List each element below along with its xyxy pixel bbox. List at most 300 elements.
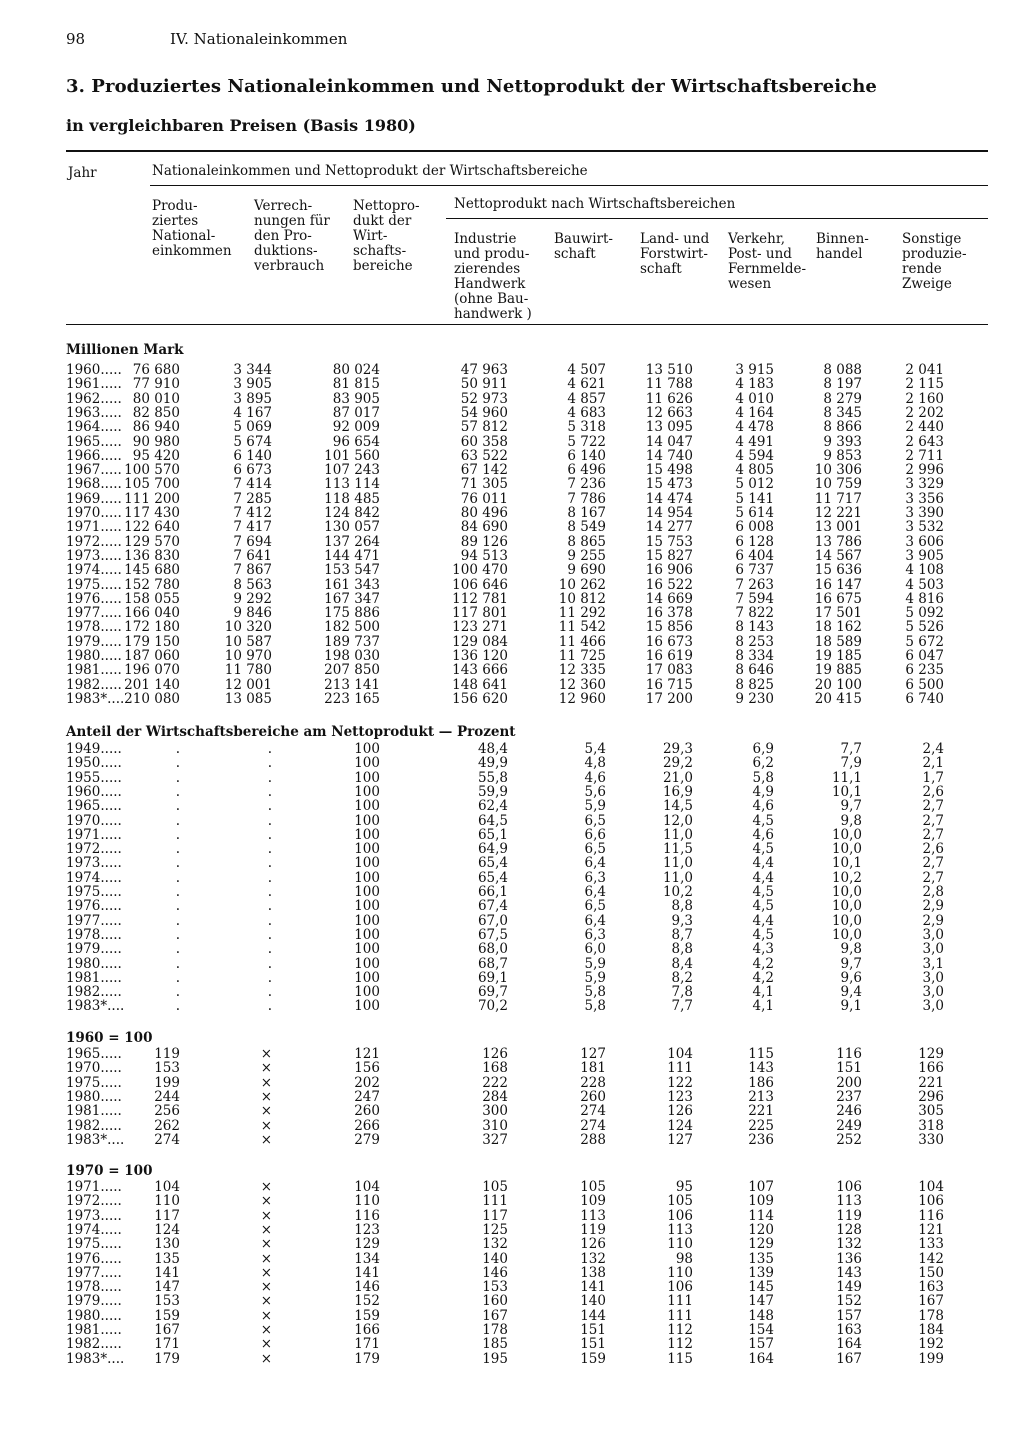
cell-bauwirtschaft: 6,6: [584, 826, 606, 843]
cell-verrechnungen: ×: [260, 1279, 272, 1296]
cell-nettoprodukt: 179: [354, 1350, 380, 1367]
cell-industrie: 89 126: [460, 533, 508, 550]
cell-bauwirtschaft: 5 318: [567, 419, 606, 436]
cell-bauwirtschaft: 12 335: [558, 662, 606, 679]
table-row: [0, 885, 1024, 899]
cell-nettoprodukt: 159: [354, 1307, 380, 1324]
cell-land-forstwirtschaft: 112: [667, 1322, 693, 1338]
table-row: [0, 928, 1024, 942]
table-row: [0, 1194, 1024, 1208]
cell-verrechnungen: .: [267, 941, 272, 958]
cell-produziertes-nationaleinkommen: 117: [154, 1207, 180, 1224]
cell-land-forstwirtschaft: 8,4: [671, 955, 693, 972]
cell-binnenhandel: 200: [836, 1074, 862, 1091]
table-row: [0, 771, 1024, 785]
cell-land-forstwirtschaft: 15 498: [645, 462, 693, 479]
cell-produziertes-nationaleinkommen: .: [175, 926, 180, 943]
cell-year: 1982.....: [66, 1336, 122, 1353]
cell-land-forstwirtschaft: 21,0: [662, 769, 693, 786]
table-row: [0, 1104, 1024, 1118]
cell-produziertes-nationaleinkommen: .: [175, 969, 180, 986]
cell-year: 1967.....: [66, 462, 122, 479]
cell-verkehr: 154: [748, 1322, 774, 1338]
cell-sonstige: 121: [918, 1221, 944, 1238]
cell-verkehr: 236: [748, 1131, 774, 1148]
cell-bauwirtschaft: 4 857: [567, 390, 606, 407]
cell-year: 1964.....: [66, 419, 122, 436]
cell-bauwirtschaft: 105: [580, 1179, 606, 1195]
cell-verkehr: 4,3: [752, 941, 774, 958]
cell-produziertes-nationaleinkommen: 141: [154, 1264, 180, 1281]
cell-sonstige: 167: [918, 1293, 944, 1310]
cell-land-forstwirtschaft: 115: [667, 1350, 693, 1367]
cell-industrie: 167: [482, 1307, 508, 1324]
cell-nettoprodukt: 96 654: [332, 433, 380, 450]
cell-produziertes-nationaleinkommen: 130: [154, 1236, 180, 1253]
cell-nettoprodukt: 100: [354, 812, 380, 829]
cell-binnenhandel: 9 393: [823, 433, 862, 450]
cell-year: 1980.....: [66, 1088, 122, 1105]
table-row: [0, 999, 1024, 1013]
cell-verkehr: 6 008: [735, 519, 774, 536]
cell-land-forstwirtschaft: 111: [667, 1060, 693, 1077]
cell-sonstige: 184: [918, 1322, 944, 1338]
cell-bauwirtschaft: 140: [580, 1293, 606, 1310]
cell-verkehr: 145: [748, 1279, 774, 1296]
cell-sonstige: 2,7: [922, 869, 944, 886]
cell-verrechnungen: 10 970: [224, 648, 272, 664]
cell-sonstige: 116: [918, 1207, 944, 1224]
cell-verkehr: 8 825: [735, 676, 774, 693]
cell-binnenhandel: 10,1: [831, 783, 862, 800]
cell-binnenhandel: 152: [836, 1293, 862, 1310]
group-rule: [150, 185, 988, 186]
cell-produziertes-nationaleinkommen: 158 055: [124, 590, 180, 607]
cell-verkehr: 4,5: [752, 812, 774, 829]
cell-year: 1966.....: [66, 447, 122, 464]
cell-land-forstwirtschaft: 16,9: [662, 783, 693, 800]
cell-bauwirtschaft: 12 360: [558, 676, 606, 693]
cell-verkehr: 164: [748, 1350, 774, 1367]
cell-bauwirtschaft: 10 262: [558, 576, 606, 593]
cell-sonstige: 2 202: [905, 404, 944, 421]
cell-year: 1972.....: [66, 841, 122, 858]
table-row: [0, 506, 1024, 520]
cell-land-forstwirtschaft: 16 906: [645, 562, 693, 579]
cell-verrechnungen: .: [267, 955, 272, 972]
cell-industrie: 146: [482, 1264, 508, 1281]
cell-bauwirtschaft: 11 466: [558, 633, 606, 650]
table-row: [0, 520, 1024, 534]
cell-produziertes-nationaleinkommen: .: [175, 826, 180, 843]
header-col-industrie: Industrie und produ- zierendes Handwerk (ohne Bau- handwerk ): [454, 231, 532, 322]
table-row: [0, 828, 1024, 842]
cell-verrechnungen: ×: [260, 1336, 272, 1353]
cell-nettoprodukt: 213 141: [324, 676, 380, 693]
cell-verkehr: 4,5: [752, 926, 774, 943]
cell-bauwirtschaft: 4,6: [584, 769, 606, 786]
cell-verkehr: 4,9: [752, 783, 774, 800]
cell-binnenhandel: 19 185: [814, 648, 862, 664]
cell-industrie: 67 142: [460, 462, 508, 479]
cell-nettoprodukt: 100: [354, 926, 380, 943]
table-row: [0, 1352, 1024, 1366]
cell-verkehr: 4,5: [752, 898, 774, 915]
table-row: [0, 957, 1024, 971]
cell-year: 1981.....: [66, 969, 122, 986]
cell-bauwirtschaft: 6,5: [584, 898, 606, 915]
chapter-title: IV. Nationaleinkommen: [170, 30, 348, 48]
cell-binnenhandel: 10,0: [831, 826, 862, 843]
table-row: [0, 742, 1024, 756]
cell-industrie: 55,8: [477, 769, 508, 786]
cell-industrie: 160: [482, 1293, 508, 1310]
cell-industrie: 65,4: [477, 855, 508, 872]
cell-land-forstwirtschaft: 105: [667, 1193, 693, 1210]
cell-industrie: 52 973: [460, 390, 508, 407]
running-head: [66, 30, 347, 48]
cell-produziertes-nationaleinkommen: 210 080: [124, 690, 180, 707]
cell-nettoprodukt: 100: [354, 798, 380, 815]
header-col-verkehr: Verkehr, Post- und Fernmelde- wesen: [728, 231, 807, 292]
cell-produziertes-nationaleinkommen: .: [175, 984, 180, 1001]
table-row: [0, 420, 1024, 434]
cell-industrie: 49,9: [477, 755, 508, 772]
cell-bauwirtschaft: 138: [580, 1264, 606, 1281]
cell-binnenhandel: 10 759: [814, 476, 862, 493]
cell-sonstige: 2 643: [905, 433, 944, 450]
cell-nettoprodukt: 118 485: [324, 490, 380, 507]
cell-bauwirtschaft: 6,5: [584, 812, 606, 829]
cell-binnenhandel: 10 306: [814, 462, 862, 479]
cell-sonstige: 129: [918, 1046, 944, 1062]
cell-nettoprodukt: 100: [354, 769, 380, 786]
cell-industrie: 67,4: [477, 898, 508, 915]
cell-year: 1982.....: [66, 1117, 122, 1134]
cell-binnenhandel: 237: [836, 1088, 862, 1105]
table-row: [0, 985, 1024, 999]
cell-verrechnungen: 10 320: [224, 619, 272, 636]
cell-bauwirtschaft: 5,9: [584, 955, 606, 972]
cell-binnenhandel: 8 345: [823, 404, 862, 421]
cell-verkehr: 4,4: [752, 869, 774, 886]
cell-verkehr: 4 478: [735, 419, 774, 436]
cell-year: 1975.....: [66, 1236, 122, 1253]
cell-nettoprodukt: 113 114: [324, 476, 380, 493]
cell-industrie: 129 084: [452, 633, 508, 650]
cell-produziertes-nationaleinkommen: 90 980: [132, 433, 180, 450]
cell-nettoprodukt: 260: [354, 1103, 380, 1120]
cell-year: 1983*....: [66, 1131, 125, 1148]
cell-verrechnungen: .: [267, 998, 272, 1015]
cell-bauwirtschaft: 9 255: [567, 547, 606, 564]
header-col-bauwirtschaft: Bauwirt- schaft: [554, 231, 613, 262]
cell-land-forstwirtschaft: 15 753: [645, 533, 693, 550]
cell-year: 1955.....: [66, 769, 122, 786]
cell-industrie: 60 358: [460, 433, 508, 450]
table-row: [0, 1223, 1024, 1237]
cell-land-forstwirtschaft: 123: [667, 1088, 693, 1105]
cell-verkehr: 8 334: [735, 648, 774, 664]
cell-binnenhandel: 128: [836, 1221, 862, 1238]
cell-nettoprodukt: 80 024: [332, 362, 380, 378]
cell-sonstige: 2,9: [922, 912, 944, 929]
cell-nettoprodukt: 182 500: [324, 619, 380, 636]
table-row: [0, 799, 1024, 813]
cell-bauwirtschaft: 6,4: [584, 912, 606, 929]
cell-land-forstwirtschaft: 16 619: [645, 648, 693, 664]
cell-industrie: 47 963: [460, 362, 508, 378]
cell-produziertes-nationaleinkommen: .: [175, 841, 180, 858]
cell-produziertes-nationaleinkommen: 201 140: [124, 676, 180, 693]
cell-industrie: 156 620: [452, 690, 508, 707]
cell-industrie: 126: [482, 1046, 508, 1062]
cell-nettoprodukt: 100: [354, 955, 380, 972]
cell-year: 1978.....: [66, 619, 122, 636]
cell-binnenhandel: 163: [836, 1322, 862, 1338]
cell-nettoprodukt: 100: [354, 884, 380, 900]
table-row: [0, 678, 1024, 692]
table-row: [0, 406, 1024, 420]
cell-industrie: 148 641: [452, 676, 508, 693]
cell-year: 1975.....: [66, 884, 122, 900]
cell-land-forstwirtschaft: 29,2: [662, 755, 693, 772]
cell-verrechnungen: ×: [260, 1060, 272, 1077]
cell-industrie: 94 513: [460, 547, 508, 564]
cell-sonstige: 2 996: [905, 462, 944, 479]
cell-sonstige: 305: [918, 1103, 944, 1120]
cell-produziertes-nationaleinkommen: .: [175, 812, 180, 829]
cell-sonstige: 4 503: [905, 576, 944, 593]
cell-sonstige: 6 740: [905, 690, 944, 707]
cell-sonstige: 5 092: [905, 605, 944, 622]
cell-binnenhandel: 252: [836, 1131, 862, 1148]
cell-industrie: 284: [482, 1088, 508, 1105]
cell-industrie: 68,0: [477, 941, 508, 958]
cell-bauwirtschaft: 6,3: [584, 926, 606, 943]
cell-binnenhandel: 10,1: [831, 855, 862, 872]
cell-sonstige: 150: [918, 1264, 944, 1281]
cell-verkehr: 114: [748, 1207, 774, 1224]
cell-industrie: 54 960: [460, 404, 508, 421]
table-row: [0, 1133, 1024, 1147]
cell-industrie: 310: [482, 1117, 508, 1134]
cell-land-forstwirtschaft: 12 663: [645, 404, 693, 421]
cell-verkehr: 213: [748, 1088, 774, 1105]
cell-year: 1972.....: [66, 1193, 122, 1210]
cell-industrie: 65,4: [477, 869, 508, 886]
cell-verrechnungen: 5 674: [233, 433, 272, 450]
cell-nettoprodukt: 266: [354, 1117, 380, 1134]
table-row: [0, 756, 1024, 770]
cell-land-forstwirtschaft: 14 669: [645, 590, 693, 607]
table-row: [0, 620, 1024, 634]
cell-bauwirtschaft: 274: [580, 1103, 606, 1120]
cell-binnenhandel: 10,0: [831, 884, 862, 900]
cell-binnenhandel: 10,2: [831, 869, 862, 886]
cell-verkehr: 5 012: [735, 476, 774, 493]
cell-sonstige: 178: [918, 1307, 944, 1324]
cell-nettoprodukt: 134: [354, 1250, 380, 1267]
cell-year: 1981.....: [66, 1103, 122, 1120]
table-row: [0, 1209, 1024, 1223]
cell-sonstige: 3,0: [922, 941, 944, 958]
cell-verrechnungen: .: [267, 826, 272, 843]
cell-bauwirtschaft: 5,9: [584, 969, 606, 986]
cell-industrie: 69,1: [477, 969, 508, 986]
cell-verkehr: 9 230: [735, 690, 774, 707]
cell-land-forstwirtschaft: 11,0: [662, 826, 693, 843]
cell-nettoprodukt: 100: [354, 941, 380, 958]
cell-industrie: 106 646: [452, 576, 508, 593]
cell-sonstige: 2,6: [922, 841, 944, 858]
cell-binnenhandel: 10,0: [831, 841, 862, 858]
cell-binnenhandel: 143: [836, 1264, 862, 1281]
cell-industrie: 67,0: [477, 912, 508, 929]
table-row: [0, 549, 1024, 563]
cell-sonstige: 163: [918, 1279, 944, 1296]
cell-binnenhandel: 9,8: [840, 941, 862, 958]
cell-industrie: 105: [482, 1179, 508, 1195]
cell-year: 1974.....: [66, 1221, 122, 1238]
cell-land-forstwirtschaft: 113: [667, 1221, 693, 1238]
table-row: [0, 578, 1024, 592]
cell-bauwirtschaft: 5,8: [584, 998, 606, 1015]
cell-binnenhandel: 20 415: [814, 690, 862, 707]
cell-year: 1960.....: [66, 362, 122, 378]
table-row: [0, 1119, 1024, 1133]
cell-verrechnungen: ×: [260, 1193, 272, 1210]
cell-industrie: 70,2: [477, 998, 508, 1015]
cell-nettoprodukt: 137 264: [324, 533, 380, 550]
cell-bauwirtschaft: 7 236: [567, 476, 606, 493]
cell-verkehr: 4,6: [752, 798, 774, 815]
table-row: [0, 785, 1024, 799]
cell-binnenhandel: 113: [836, 1193, 862, 1210]
cell-industrie: 111: [482, 1193, 508, 1210]
cell-bauwirtschaft: 6,3: [584, 869, 606, 886]
cell-industrie: 71 305: [460, 476, 508, 493]
cell-verrechnungen: ×: [260, 1103, 272, 1120]
cell-industrie: 100 470: [452, 562, 508, 579]
cell-produziertes-nationaleinkommen: 117 430: [124, 505, 180, 521]
cell-bauwirtschaft: 132: [580, 1250, 606, 1267]
cell-bauwirtschaft: 5,9: [584, 798, 606, 815]
cell-bauwirtschaft: 141: [580, 1279, 606, 1296]
cell-bauwirtschaft: 5 722: [567, 433, 606, 450]
cell-year: 1965.....: [66, 798, 122, 815]
table-row: [0, 871, 1024, 885]
cell-verrechnungen: .: [267, 812, 272, 829]
cell-sonstige: 3 356: [905, 490, 944, 507]
cell-binnenhandel: 9,8: [840, 812, 862, 829]
cell-bauwirtschaft: 11 542: [558, 619, 606, 636]
cell-nettoprodukt: 100: [354, 984, 380, 1001]
cell-binnenhandel: 8 279: [823, 390, 862, 407]
cell-verrechnungen: .: [267, 926, 272, 943]
cell-industrie: 84 690: [460, 519, 508, 536]
cell-produziertes-nationaleinkommen: 135: [154, 1250, 180, 1267]
cell-verkehr: 7 263: [735, 576, 774, 593]
cell-verkehr: 4,5: [752, 841, 774, 858]
cell-nettoprodukt: 161 343: [324, 576, 380, 593]
cell-binnenhandel: 13 786: [814, 533, 862, 550]
section-label: 1970 = 100: [66, 1163, 153, 1179]
cell-land-forstwirtschaft: 16 522: [645, 576, 693, 593]
table-row: [0, 842, 1024, 856]
table-row: [0, 663, 1024, 677]
cell-land-forstwirtschaft: 15 473: [645, 476, 693, 493]
cell-binnenhandel: 20 100: [814, 676, 862, 693]
cell-verkehr: 135: [748, 1250, 774, 1267]
cell-sonstige: 3 905: [905, 547, 944, 564]
cell-bauwirtschaft: 8 865: [567, 533, 606, 550]
table-row: [0, 1252, 1024, 1266]
cell-binnenhandel: 11 717: [814, 490, 862, 507]
cell-verkehr: 4 164: [735, 404, 774, 421]
cell-land-forstwirtschaft: 7,7: [671, 998, 693, 1015]
cell-bauwirtschaft: 6,4: [584, 884, 606, 900]
cell-land-forstwirtschaft: 127: [667, 1131, 693, 1148]
cell-land-forstwirtschaft: 16 378: [645, 605, 693, 622]
cell-verkehr: 4 183: [735, 376, 774, 393]
cell-binnenhandel: 9,6: [840, 969, 862, 986]
cell-year: 1973.....: [66, 547, 122, 564]
cell-binnenhandel: 246: [836, 1103, 862, 1120]
cell-verrechnungen: .: [267, 769, 272, 786]
cell-sonstige: 2,7: [922, 855, 944, 872]
cell-bauwirtschaft: 8 549: [567, 519, 606, 536]
cell-produziertes-nationaleinkommen: .: [175, 898, 180, 915]
section-label: Anteil der Wirtschaftsbereiche am Nettoprodukt — Prozent: [66, 724, 516, 740]
table-row: [0, 1076, 1024, 1090]
cell-bauwirtschaft: 4,8: [584, 755, 606, 772]
cell-binnenhandel: 249: [836, 1117, 862, 1134]
table-row: [0, 649, 1024, 663]
cell-sonstige: 5 526: [905, 619, 944, 636]
header-col-land-forstwirtschaft: Land- und Forstwirt- schaft: [640, 231, 710, 277]
cell-year: 1976.....: [66, 898, 122, 915]
cell-sonstige: 3 606: [905, 533, 944, 550]
cell-nettoprodukt: 156: [354, 1060, 380, 1077]
cell-land-forstwirtschaft: 14 277: [645, 519, 693, 536]
table-row: [0, 435, 1024, 449]
cell-bauwirtschaft: 159: [580, 1350, 606, 1367]
cell-produziertes-nationaleinkommen: 145 680: [124, 562, 180, 579]
cell-bauwirtschaft: 274: [580, 1117, 606, 1134]
cell-verkehr: 148: [748, 1307, 774, 1324]
cell-verrechnungen: 7 417: [233, 519, 272, 536]
cell-verrechnungen: ×: [260, 1350, 272, 1367]
cell-verrechnungen: ×: [260, 1207, 272, 1224]
cell-sonstige: 2,7: [922, 812, 944, 829]
cell-year: 1981.....: [66, 1322, 122, 1338]
cell-verkehr: 186: [748, 1074, 774, 1091]
cell-nettoprodukt: 279: [354, 1131, 380, 1148]
cell-land-forstwirtschaft: 98: [675, 1250, 693, 1267]
cell-nettoprodukt: 130 057: [324, 519, 380, 536]
cell-sonstige: 318: [918, 1117, 944, 1134]
cell-verrechnungen: .: [267, 898, 272, 915]
header-col-verrechnungen: Verrech- nungen für den Pro- duktions- verbrauch: [254, 198, 330, 274]
cell-binnenhandel: 167: [836, 1350, 862, 1367]
cell-produziertes-nationaleinkommen: .: [175, 769, 180, 786]
cell-verrechnungen: 12 001: [224, 676, 272, 693]
cell-land-forstwirtschaft: 11,0: [662, 869, 693, 886]
cell-verrechnungen: 3 895: [233, 390, 272, 407]
cell-land-forstwirtschaft: 126: [667, 1103, 693, 1120]
cell-verrechnungen: .: [267, 884, 272, 900]
